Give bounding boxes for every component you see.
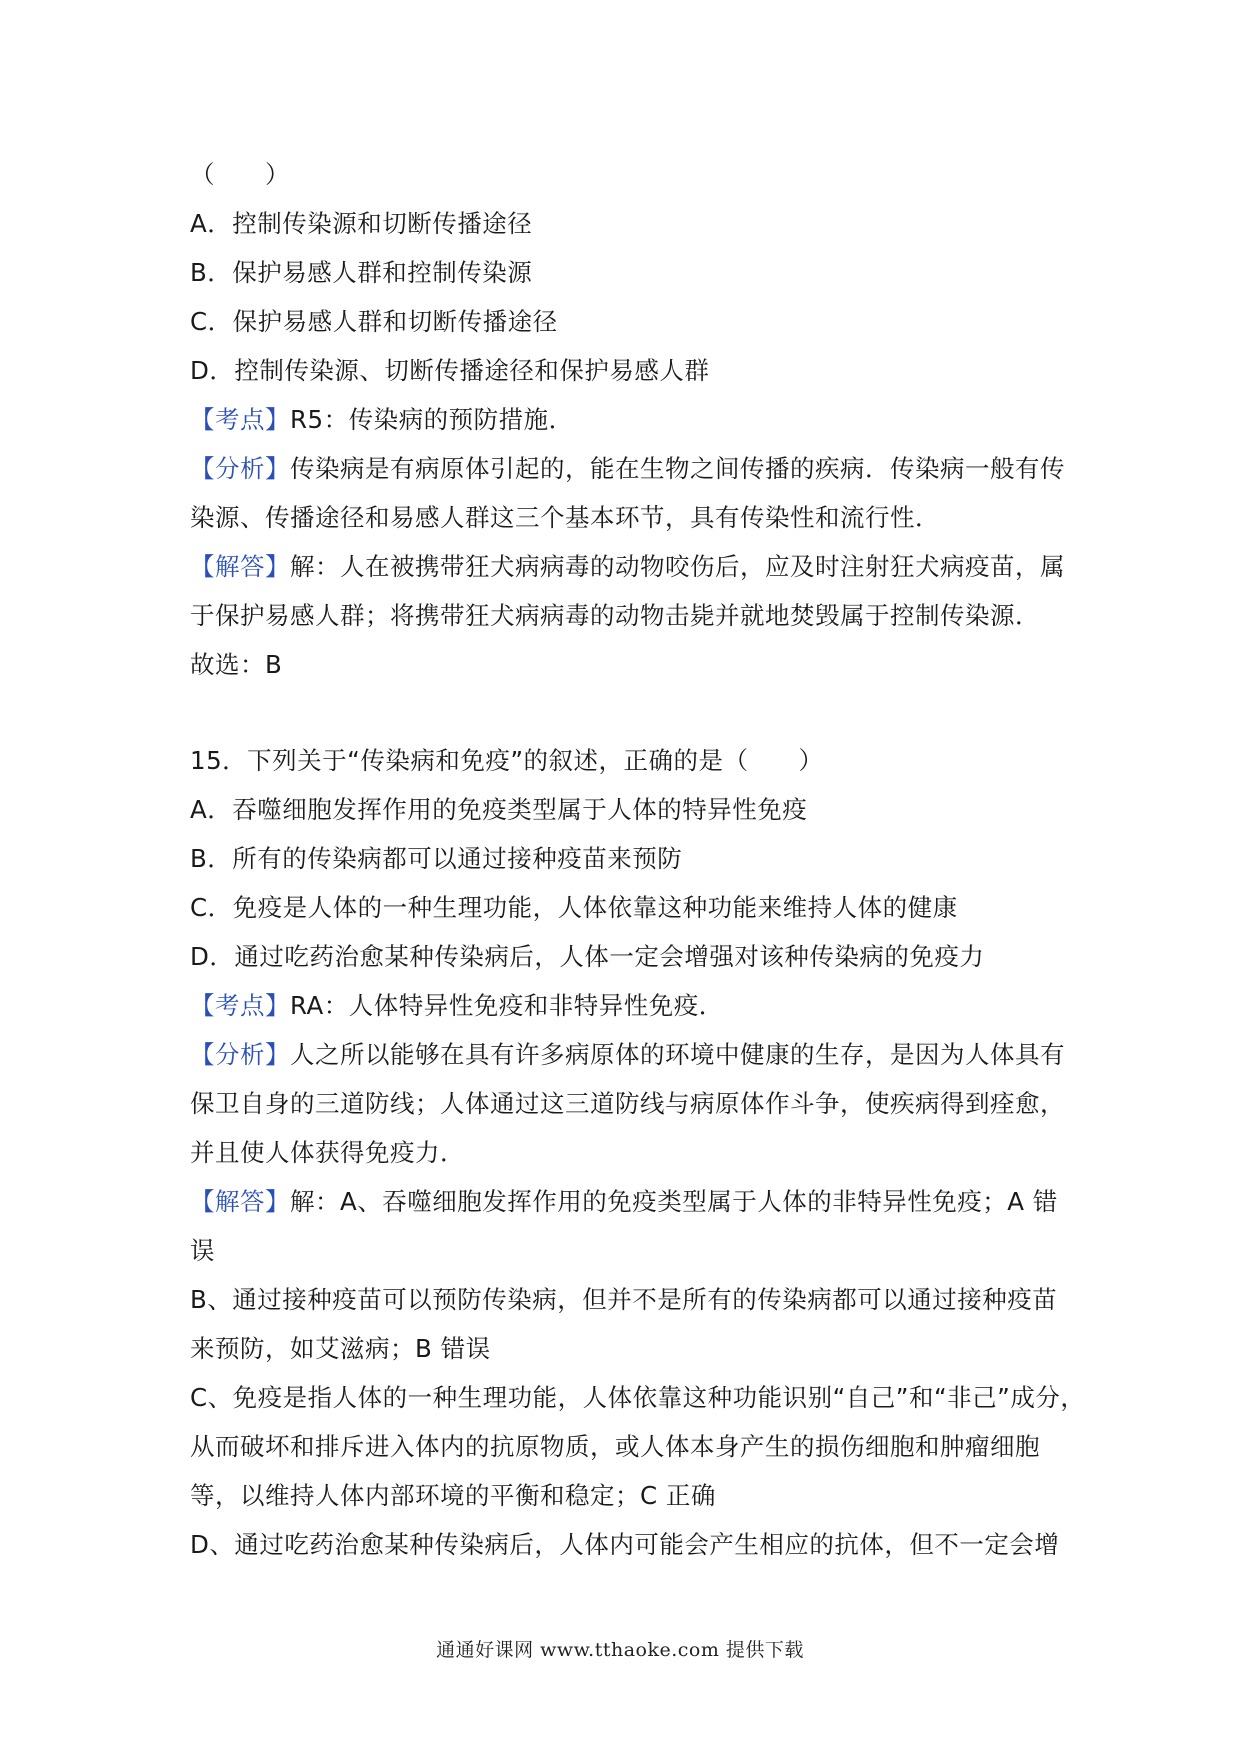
q14-option-b: B．保护易感人群和控制传染源 (190, 258, 533, 287)
fenxi-text: 人之所以能够在具有许多病原体的环境中健康的生存，是因为人体具有 (290, 1040, 1065, 1069)
q14-fenxi-line-2: 染源、传播途径和易感人群这三个基本环节，具有传染性和流行性． (190, 503, 940, 532)
q15-kaodian (190, 989, 1070, 1023)
jieda-tag: 【解答】 (190, 1187, 290, 1216)
fenxi-tag: 【分析】 (190, 454, 290, 483)
q15-jieda-line-8: D、通过吃药治愈某种传染病后，人体内可能会产生相应的抗体，但不一定会增 (190, 1530, 1060, 1559)
q15-option-d: D．通过吃药治愈某种传染病后，人体一定会增强对该种传染病的免疫力 (190, 942, 985, 971)
jieda-text: 解：人在被携带狂犬病病毒的动物咬伤后，应及时注射狂犬病疫苗，属 (290, 552, 1065, 581)
kaodian-text: R5：传染病的预防措施． (290, 405, 574, 434)
q15-fenxi-line-2: 保卫自身的三道防线；人体通过这三道防线与病原体作斗争，使疾病得到痊愈， (190, 1089, 1065, 1118)
jieda-text: 解：A、吞噬细胞发挥作用的免疫类型属于人体的非特异性免疫；A 错 (290, 1187, 1058, 1216)
jieda-tag: 【解答】 (190, 552, 290, 581)
q14-answer: 故选：B (190, 650, 283, 679)
kaodian-tag: 【考点】 (190, 405, 290, 434)
page-footer: 通通好课网 www.tthaoke.com 提供下载 (436, 1639, 804, 1661)
fenxi-tag: 【分析】 (190, 1040, 290, 1069)
q15-stem: 15．下列关于“传染病和免疫”的叙述，正确的是（ ） (190, 746, 824, 775)
q15-jieda-line-3: B、通过接种疫苗可以预防传染病，但并不是所有的传染病都可以通过接种疫苗 (190, 1285, 1058, 1314)
fenxi-text: 传染病是有病原体引起的，能在生物之间传播的疾病．传染病一般有传 (290, 454, 1065, 483)
q14-jieda-line-1 (190, 550, 1070, 584)
q15-fenxi-line-1 (190, 1038, 1070, 1072)
q15-option-a: A．吞噬细胞发挥作用的免疫类型属于人体的特异性免疫 (190, 795, 808, 824)
q15-jieda-line-1 (190, 1185, 1070, 1219)
q14-option-d: D．控制传染源、切断传播途径和保护易感人群 (190, 356, 710, 385)
q14-fenxi-line-1 (190, 452, 1070, 486)
q14-kaodian (190, 403, 1070, 437)
q14-option-a: A．控制传染源和切断传播途径 (190, 209, 533, 238)
q15-jieda-line-2: 误 (190, 1236, 215, 1265)
q14-jieda-line-2: 于保护易感人群；将携带狂犬病病毒的动物击毙并就地焚毁属于控制传染源． (190, 601, 1040, 630)
q15-fenxi-line-3: 并且使人体获得免疫力． (190, 1138, 465, 1167)
q15-jieda-line-4: 来预防，如艾滋病；B 错误 (190, 1334, 491, 1363)
q15-option-c: C．免疫是人体的一种生理功能，人体依靠这种功能来维持人体的健康 (190, 893, 958, 922)
kaodian-text: RA：人体特异性免疫和非特异性免疫． (290, 991, 724, 1020)
q15-option-b: B．所有的传染病都可以通过接种疫苗来预防 (190, 844, 683, 873)
q14-option-c: C．保护易感人群和切断传播途径 (190, 307, 558, 336)
q15-jieda-line-7: 等，以维持人体内部环境的平衡和稳定；C 正确 (190, 1481, 716, 1510)
q15-jieda-line-5: C、免疫是指人体的一种生理功能，人体依靠这种功能识别“自己”和“非己”成分， (190, 1383, 1086, 1412)
q15-jieda-line-6: 从而破坏和排斥进入体内的抗原物质，或人体本身产生的损伤细胞和肿瘤细胞 (190, 1432, 1040, 1461)
q14-paren: （ ） (190, 160, 290, 189)
kaodian-tag: 【考点】 (190, 991, 290, 1020)
